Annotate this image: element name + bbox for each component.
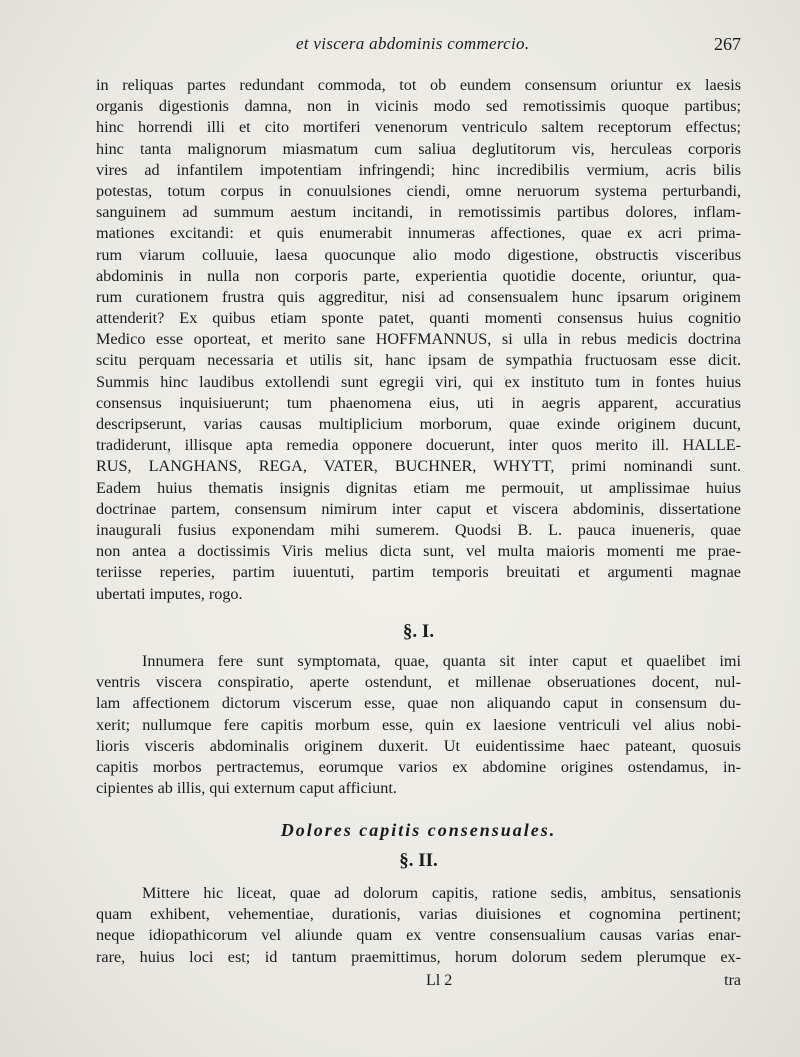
text-line: Mittere hic liceat, quae ad dolorum capitis, ratione sedis, ambitus, sensationis [142,884,741,902]
text-line: ventris viscera conspiratio, aperte ostendunt, et millenae obseruationes docent, nul- [96,673,741,692]
section-heading-2: §. II. [399,850,438,871]
page-header [96,34,741,58]
text-line: Summis hinc laudibus extollendi sunt egregii viri, qui ex instituto tum in fontes huius [96,372,741,391]
text-line: xerit; nullumque fere capitis morbum esse, quin ex laesione ventriculi vel alius nobi- [96,715,741,734]
text-line: scitu perquam necessaria et utilis sit, hanc ipsam de sympathia fructuosam esse dicit. [96,351,741,370]
catchword: tra [724,972,741,989]
running-title: et viscera abdominis commercio. [296,34,530,53]
text-line: inaugurali fusius exponendam mihi sumerem. Quodsi B. L. pauca inueneris, quae [96,520,741,539]
paragraph-section-2 [96,883,741,968]
text-line: rum viarum colluuie, laesa quocunque alio modo digestione, obstructis visceribus [96,245,741,264]
text-line: RUS, LANGHANS, REGA, VATER, BUCHNER, WHYTT, primi nominandi sunt. [96,457,741,476]
text-line: doctrinae partem, consensum nimirum inter caput et viscera abdominis, dissertatione [96,499,741,518]
text-line: hinc horrendi illi et cito mortiferi venenorum ventriculo saltem receptorum effectus; [96,118,741,137]
text-line: organis digestionis damna, non in vicinis modo sed remotissimis quoque partibus; [96,97,741,116]
text-line: Innumera fere sunt symptomata, quae, quanta sit inter caput et quaelibet imi [142,652,741,670]
page-footer [96,972,741,994]
paragraph-intro [96,75,741,605]
text-line: potestas, totum corpus in conuulsiones ciendi, omne neruorum systema perturbandi, [96,181,741,200]
text-line: lioris visceris abdominalis originem duxerit. Ut euidentissime haec pateant, quosuis [96,736,741,755]
text-line: sanguinem ad summum aestum incitandi, in remotissimis partibus dolores, inflam- [96,203,741,222]
text-line: vires ad infantilem impotentiam infringendi; hinc incredibilis vermium, acris bilis [96,160,741,179]
text-line: neque idiopathicorum vel aliunde quam ex ventre consensualium causas varias enar- [96,926,741,945]
text-line: attenderit? Ex quibus etiam sponte patet, quanti momenti consensus huius cognitio [96,309,741,328]
text-line: lam affectionem dictorum viscerum esse, quae non aliquando caput in consensum du- [96,694,741,713]
subheading-dolores: Dolores capitis consensuales. [280,820,557,840]
page-number: 267 [714,34,741,54]
text-line: quam exhibent, vehementiae, durationis, varias diuisiones et cognomina pertinent; [96,905,741,924]
text-line: capitis morbos pertractemus, eorumque varios ex abdomine origines ostendamus, in- [96,757,741,776]
text-line: tradiderunt, illisque apta remedia opponere docuerunt, inter quos merito ill. HALLE- [96,436,741,455]
text-line: mationes excitandi: et quis enumerabit innumeras affectiones, quae ex acri prima- [96,224,741,243]
paragraph-section-1 [96,651,741,799]
text-line: rare, huius loci est; id tantum praemittimus, horum dolorum sedem plerumque ex- [96,947,741,966]
text-line: descripserunt, varias causas multiplicium morborum, quae exinde originem ducunt, [96,415,741,433]
text-line: hinc tanta malignorum miasmatum cum saliua deglutitorum vis, herculeas corporis [96,139,741,158]
section-heading-1: §. I. [402,621,435,642]
text-line: consensus inquisiuerunt; tum phaenomena eius, uti in aegris apparent, accuratius [96,393,741,412]
text-line: in reliquas partes redundant commoda, tot ob eundem consensum oriuntur ex laesis [96,76,741,94]
text-line: ubertati imputes, rogo. [96,584,243,603]
text-line: non antea a doctissimis Viris melius dicta sunt, vel multa maioris momenti me prae- [96,542,741,561]
signature-mark: Ll 2 [426,972,453,989]
text-line: Medico esse oporteat, et merito sane HOFFMANNUS, si ulla in rebus medicis doctrina [96,330,741,349]
text-line: Eadem huius thematis insignis dignitas etiam me permouit, ut amplissimae huius [96,478,741,497]
text-line: rum curationem frustra quis aggreditur, nisi ad consensualem hunc ipsarum originem [96,287,741,306]
text-line: cipientes ab illis, qui externum caput afficiunt. [96,779,397,798]
text-line: teriisse reperies, partim iuuentuti, partim temporis breuitati et argumenti magnae [96,563,741,582]
text-line: abdominis in nulla non corporis parte, experientia quotidie docente, oriuntur, qua- [96,266,741,285]
